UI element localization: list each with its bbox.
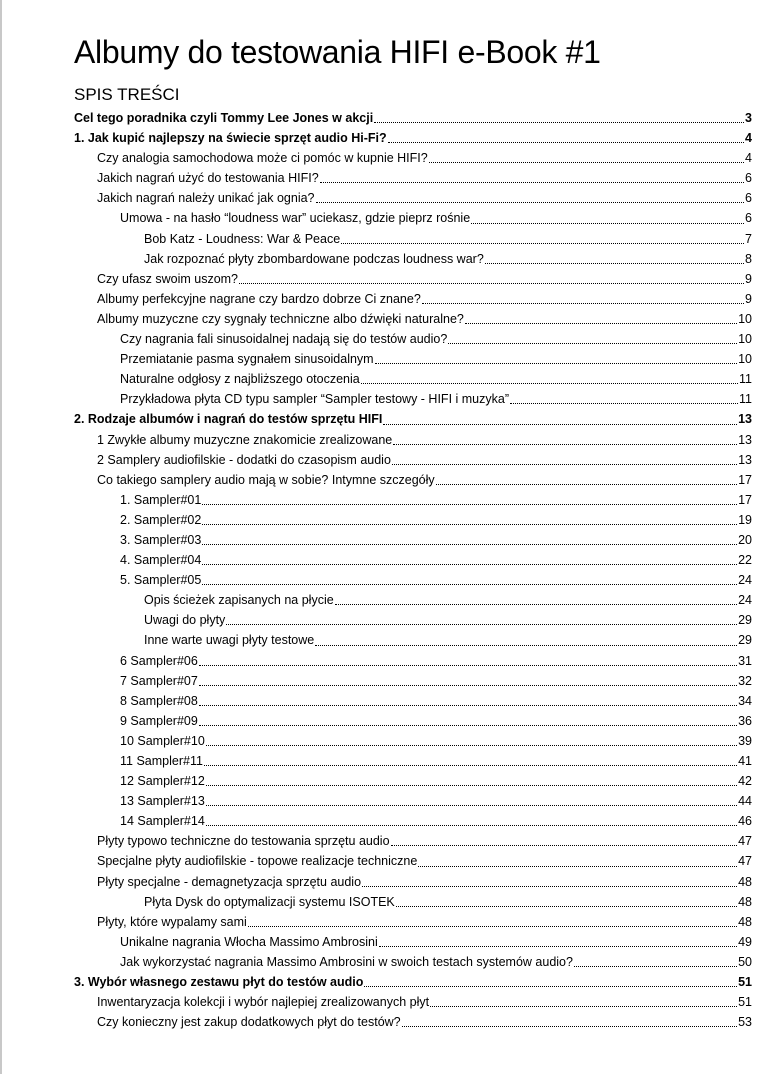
toc-entry[interactable] <box>74 470 752 490</box>
toc-entry[interactable] <box>74 671 752 691</box>
dot-leader <box>204 764 737 766</box>
toc-entry[interactable] <box>74 148 752 168</box>
toc-entry-label[interactable]: Naturalne odgłosy z najbliższego otoczenia <box>120 372 360 387</box>
toc-entry-page-number[interactable]: 6 <box>745 191 752 206</box>
dot-leader <box>364 985 737 987</box>
toc-entry-label[interactable]: Jakich nagrań należy unikać jak ognia? <box>97 191 315 206</box>
toc-entry-page-number[interactable]: 6 <box>745 171 752 186</box>
dot-leader <box>202 543 737 545</box>
dot-leader <box>199 724 737 726</box>
toc-entry-page-number[interactable]: 24 <box>738 573 752 588</box>
toc-entry[interactable] <box>74 872 752 892</box>
dot-leader <box>199 664 737 666</box>
toc-entry-page-number[interactable]: 48 <box>738 874 752 889</box>
toc-entry-page-number[interactable]: 7 <box>745 231 752 246</box>
toc-entry-label[interactable]: 2. Sampler#02 <box>120 512 202 527</box>
toc-entry-page-number[interactable]: 24 <box>738 593 752 608</box>
toc-entry-label[interactable]: Inne warte uwagi płyty testowe <box>144 633 315 648</box>
toc-entry[interactable] <box>74 389 752 409</box>
toc-entry-label[interactable]: Czy ufasz swoim uszom? <box>97 271 239 286</box>
toc-entry-label[interactable]: Inwentaryzacja kolekcji i wybór najlepiej zrealizowanych płyt <box>97 995 430 1010</box>
dot-leader <box>206 744 737 746</box>
toc-entry-page-number[interactable]: 47 <box>738 834 752 849</box>
toc-entry-label[interactable]: 3. Wybór własnego zestawu płyt do testów audio <box>74 975 364 990</box>
toc-entry-label[interactable]: 13 Sampler#13 <box>120 794 205 809</box>
toc-entry-label[interactable]: Umowa - na hasło “loudness war” uciekasz, gdzie pieprz rośnie <box>120 211 471 226</box>
toc-entry[interactable] <box>74 208 752 228</box>
dot-leader <box>341 242 744 244</box>
toc-entry-label[interactable]: Unikalne nagrania Włocha Massimo Ambrosini <box>120 934 378 949</box>
toc-entry-page-number[interactable]: 10 <box>738 352 752 367</box>
toc-entry[interactable] <box>74 851 752 871</box>
toc-entry[interactable] <box>74 329 752 349</box>
dot-leader <box>471 222 744 224</box>
toc-entry[interactable] <box>74 791 752 811</box>
toc-entry[interactable] <box>74 711 752 731</box>
dot-leader <box>422 302 744 304</box>
dot-leader <box>315 644 737 646</box>
toc-entry-label[interactable]: Przemiatanie pasma sygnałem sinusoidalnym <box>120 352 374 367</box>
toc-entry-label[interactable]: 5. Sampler#05 <box>120 573 202 588</box>
toc-entry[interactable] <box>74 309 752 329</box>
toc-entry[interactable] <box>74 932 752 952</box>
toc-entry-page-number[interactable]: 50 <box>738 954 752 969</box>
toc-entry-page-number[interactable]: 46 <box>738 814 752 829</box>
toc-entry[interactable] <box>74 912 752 932</box>
dot-leader <box>383 423 737 425</box>
dot-leader <box>574 965 737 967</box>
toc-entry-page-number[interactable]: 13 <box>738 452 752 467</box>
toc-entry-page-number[interactable]: 44 <box>738 794 752 809</box>
toc-entry-label[interactable]: Płyta Dysk do optymalizacji systemu ISOTEK <box>144 894 395 909</box>
toc-entry-page-number[interactable]: 29 <box>738 633 752 648</box>
toc-entry-page-number[interactable]: 48 <box>738 894 752 909</box>
toc-entry[interactable] <box>74 651 752 671</box>
toc-entry-page-number[interactable]: 9 <box>745 271 752 286</box>
toc-entry-label[interactable]: 14 Sampler#14 <box>120 814 205 829</box>
toc-entry-page-number[interactable]: 39 <box>738 733 752 748</box>
toc-entry[interactable] <box>74 188 752 208</box>
dot-leader <box>226 623 737 625</box>
toc-entry[interactable] <box>74 249 752 269</box>
toc-entry[interactable] <box>74 992 752 1012</box>
toc-entry-label[interactable]: Jak wykorzystać nagrania Massimo Ambrosini w swoich testach systemów audio? <box>120 954 573 969</box>
toc-entry[interactable] <box>74 450 752 470</box>
dot-leader <box>388 141 744 143</box>
toc-entry[interactable] <box>74 952 752 972</box>
dot-leader <box>206 784 737 786</box>
toc-entry-page-number[interactable]: 42 <box>738 774 752 789</box>
toc-entry-label[interactable]: 2 Samplery audiofilskie - dodatki do czasopism audio <box>97 452 391 467</box>
toc-entry-page-number[interactable]: 9 <box>745 291 752 306</box>
toc-entry-label[interactable]: 4. Sampler#04 <box>120 553 202 568</box>
dot-leader <box>316 201 745 203</box>
toc-entry[interactable] <box>74 610 752 630</box>
toc-entry[interactable] <box>74 510 752 530</box>
toc-entry-label[interactable]: Przykładowa płyta CD typu sampler “Sampler testowy - HIFI i muzyka” <box>120 392 509 407</box>
toc-entry-page-number[interactable]: 41 <box>738 754 752 768</box>
toc-entry-label[interactable]: 7 Sampler#07 <box>120 673 198 688</box>
toc-entry[interactable] <box>74 590 752 610</box>
toc-entry-page-number[interactable]: 17 <box>738 492 752 507</box>
dot-leader <box>418 865 737 867</box>
toc-entry-label[interactable]: 11 Sampler#11 <box>120 754 203 768</box>
toc-entry[interactable] <box>74 269 752 289</box>
toc-entry-page-number[interactable]: 31 <box>738 653 752 668</box>
toc-entry[interactable] <box>74 550 752 570</box>
toc-entry[interactable] <box>74 691 752 711</box>
dot-leader <box>510 402 738 404</box>
toc-entry[interactable] <box>74 349 752 369</box>
dot-leader <box>206 824 737 826</box>
dot-leader <box>202 563 737 565</box>
dot-leader <box>402 1025 737 1027</box>
toc-entry-label[interactable]: Płyty typowo techniczne do testowania sprzętu audio <box>97 834 390 849</box>
page-edge <box>0 0 2 1074</box>
toc-entry-page-number[interactable]: 8 <box>745 251 752 266</box>
dot-leader <box>396 905 737 907</box>
toc-entry-page-number[interactable]: 51 <box>738 995 752 1010</box>
toc-entry[interactable] <box>74 289 752 309</box>
dot-leader <box>391 844 738 846</box>
toc-entry-label[interactable]: 1. Jak kupić najlepszy na świecie sprzęt audio Hi-Fi? <box>74 131 387 146</box>
toc-entry-page-number[interactable]: 3 <box>745 111 752 125</box>
toc-entry-page-number[interactable]: 32 <box>738 673 752 688</box>
dot-leader <box>361 382 738 384</box>
dot-leader <box>374 121 744 123</box>
toc-entry-label[interactable]: Płyty, które wypalamy sami <box>97 914 247 929</box>
dot-leader <box>335 603 737 605</box>
toc-entry-page-number[interactable]: 29 <box>738 613 752 628</box>
table-of-contents <box>74 108 752 1032</box>
toc-entry[interactable] <box>74 369 752 389</box>
dot-leader <box>239 282 744 284</box>
toc-entry-label[interactable]: Czy analogia samochodowa może ci pomóc w kupnie HIFI? <box>97 151 428 166</box>
toc-entry-label[interactable]: Albumy muzyczne czy sygnały techniczne albo dźwięki naturalne? <box>97 311 464 326</box>
toc-entry-label[interactable]: 6 Sampler#06 <box>120 653 198 668</box>
dot-leader <box>448 342 737 344</box>
toc-entry-page-number[interactable]: 36 <box>738 713 752 728</box>
toc-entry[interactable] <box>74 892 752 912</box>
toc-entry-label[interactable]: 2. Rodzaje albumów i nagrań do testów sprzętu HIFI <box>74 412 383 427</box>
toc-entry[interactable] <box>74 831 752 851</box>
toc-entry[interactable] <box>74 1012 752 1032</box>
toc-entry-page-number[interactable]: 19 <box>738 512 752 527</box>
toc-entry[interactable] <box>74 811 752 831</box>
dot-leader <box>320 181 744 183</box>
toc-entry-label[interactable]: Cel tego poradnika czyli Tommy Lee Jones w akcji <box>74 111 374 125</box>
toc-entry-page-number[interactable]: 10 <box>738 311 752 326</box>
toc-entry-label[interactable]: Bob Katz - Loudness: War & Peace <box>144 231 341 246</box>
toc-entry-label[interactable]: Czy konieczny jest zakup dodatkowych płyt do testów? <box>97 1015 401 1030</box>
toc-entry-page-number[interactable]: 11 <box>739 372 752 387</box>
toc-entry-page-number[interactable]: 13 <box>738 412 752 427</box>
toc-entry-page-number[interactable]: 22 <box>738 553 752 568</box>
toc-entry-label[interactable]: Płyty specjalne - demagnetyzacja sprzętu audio <box>97 874 362 889</box>
toc-entry[interactable] <box>74 168 752 188</box>
toc-entry-page-number[interactable]: 48 <box>738 914 752 929</box>
toc-entry-label[interactable]: Albumy perfekcyjne nagrane czy bardzo dobrze Ci znane? <box>97 291 421 306</box>
dot-leader <box>379 945 737 947</box>
toc-entry-page-number[interactable]: 49 <box>738 934 752 949</box>
toc-entry[interactable] <box>74 430 752 450</box>
dot-leader <box>202 503 737 505</box>
document-title: Albumy do testowania HIFI e-Book #1 <box>74 34 601 70</box>
toc-entry-label[interactable]: Czy nagrania fali sinusoidalnej nadają się do testów audio? <box>120 332 448 347</box>
dot-leader <box>485 262 744 264</box>
toc-entry[interactable] <box>74 530 752 550</box>
toc-entry[interactable] <box>74 751 752 771</box>
dot-leader <box>362 885 737 887</box>
toc-entry-page-number[interactable]: 51 <box>738 975 752 990</box>
dot-leader <box>202 523 737 525</box>
toc-entry-label[interactable]: Uwagi do płyty <box>144 613 226 628</box>
toc-entry-label[interactable]: 3. Sampler#03 <box>120 532 202 547</box>
toc-entry-label[interactable]: 12 Sampler#12 <box>120 774 205 789</box>
toc-entry-label[interactable]: Opis ścieżek zapisanych na płycie <box>144 593 334 608</box>
toc-entry-page-number[interactable]: 34 <box>738 693 752 708</box>
toc-entry-label[interactable]: 9 Sampler#09 <box>120 713 198 728</box>
toc-entry-label[interactable]: 8 Sampler#08 <box>120 693 198 708</box>
toc-entry[interactable] <box>74 490 752 510</box>
dot-leader <box>248 925 737 927</box>
dot-leader <box>202 583 737 585</box>
dot-leader <box>199 684 737 686</box>
toc-entry-page-number[interactable]: 11 <box>739 392 752 407</box>
dot-leader <box>429 161 744 163</box>
toc-entry[interactable] <box>74 128 752 148</box>
toc-entry-label[interactable]: Jakich nagrań użyć do testowania HIFI? <box>97 171 319 186</box>
dot-leader <box>465 322 737 324</box>
dot-leader <box>206 804 737 806</box>
toc-entry-label[interactable]: Specjalne płyty audiofilskie - topowe realizacje techniczne <box>97 854 418 869</box>
toc-entry[interactable] <box>74 409 752 429</box>
toc-entry-page-number[interactable]: 47 <box>738 854 752 869</box>
dot-leader <box>199 704 737 706</box>
dot-leader <box>436 483 737 485</box>
toc-entry-label[interactable]: 1 Zwykłe albumy muzyczne znakomicie zrealizowane <box>97 432 393 447</box>
toc-heading: SPIS TREŚCI <box>74 85 180 104</box>
toc-entry-label[interactable]: 1. Sampler#01 <box>120 492 202 507</box>
toc-entry[interactable] <box>74 108 752 128</box>
toc-entry[interactable] <box>74 731 752 751</box>
toc-entry[interactable] <box>74 771 752 791</box>
toc-entry-page-number[interactable]: 17 <box>738 472 752 487</box>
dot-leader <box>430 1005 737 1007</box>
toc-entry[interactable] <box>74 972 752 992</box>
toc-entry-label[interactable]: 10 Sampler#10 <box>120 733 205 748</box>
dot-leader <box>375 362 738 364</box>
toc-entry[interactable] <box>74 570 752 590</box>
toc-entry-page-number[interactable]: 13 <box>738 432 752 447</box>
toc-entry-page-number[interactable]: 20 <box>738 532 752 547</box>
toc-entry[interactable] <box>74 630 752 650</box>
toc-entry-page-number[interactable]: 6 <box>745 211 752 226</box>
dot-leader <box>392 463 737 465</box>
toc-entry-label[interactable]: Jak rozpoznać płyty zbombardowane podczas loudness war? <box>144 251 484 266</box>
toc-entry-page-number[interactable]: 53 <box>738 1015 752 1030</box>
toc-entry-page-number[interactable]: 4 <box>745 151 752 166</box>
dot-leader <box>393 443 737 445</box>
toc-entry-page-number[interactable]: 10 <box>738 332 752 347</box>
toc-entry-page-number[interactable]: 4 <box>745 131 752 146</box>
toc-entry-label[interactable]: Co takiego samplery audio mają w sobie? Intymne szczegóły <box>97 472 435 487</box>
toc-entry[interactable] <box>74 229 752 249</box>
